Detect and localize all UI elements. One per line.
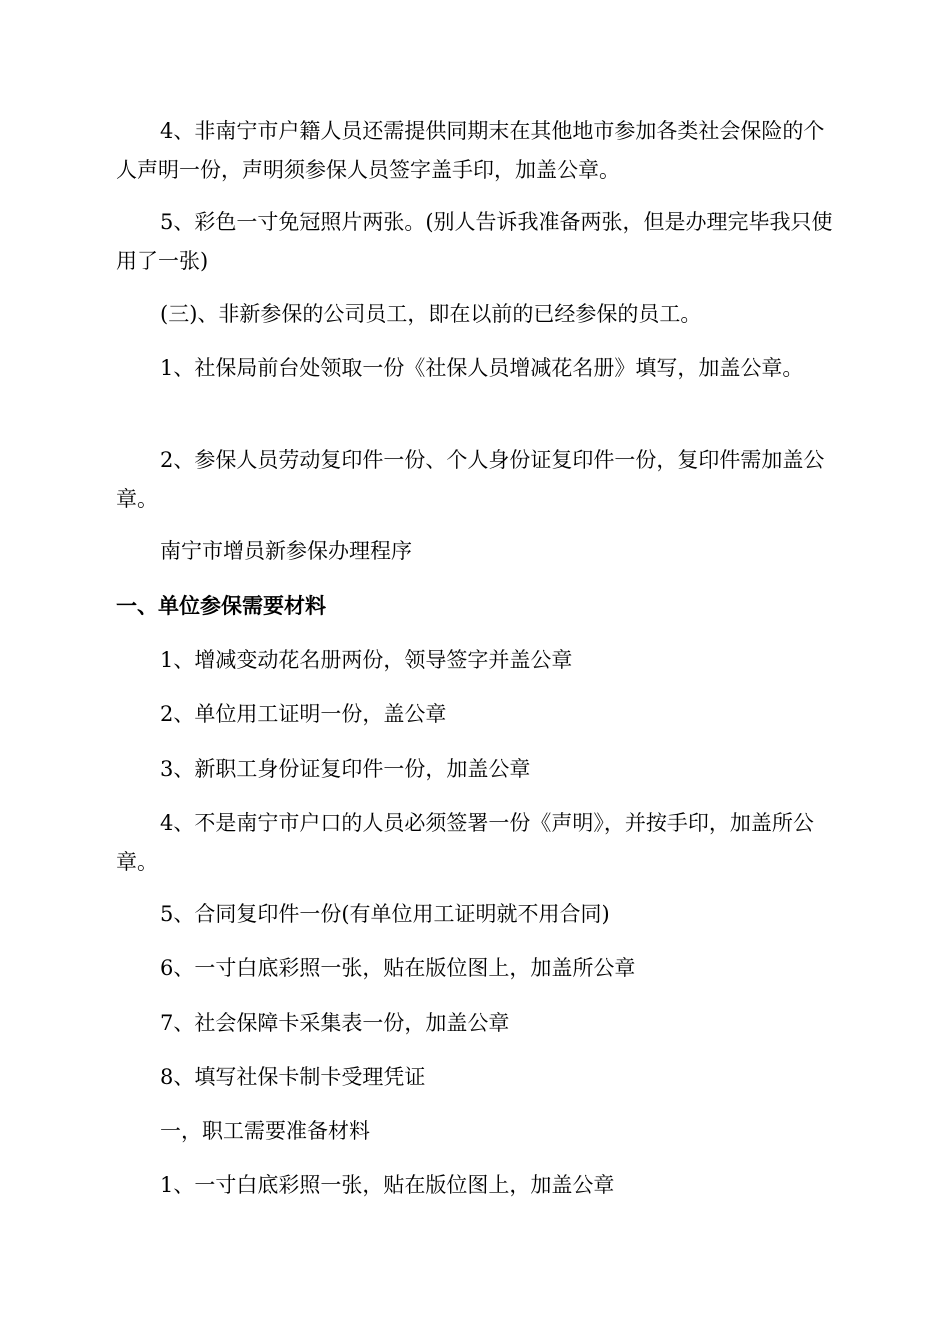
list-item-employment-proof: 2、单位用工证明一份，盖公章 (160, 702, 447, 726)
list-item-id-copy: 3、新职工身份证复印件一份，加盖公章 (160, 757, 531, 781)
list-item-declaration: 4、不是南宁市户口的人员必须签署一份《声明》，并按手印，加盖所公章。 (116, 811, 814, 874)
list-item-card-voucher: 8、填写社保卡制卡受理凭证 (160, 1065, 426, 1089)
list-item-employee-photo: 1、一寸白底彩照一张，贴在版位图上，加盖公章 (160, 1173, 615, 1197)
list-item-photo: 6、一寸白底彩照一张，贴在版位图上，加盖所公章 (160, 956, 636, 980)
paragraph-color-photo: 5、彩色一寸免冠照片两张。(别人告诉我准备两张，但是办理完毕我只使用了一张) (116, 210, 833, 273)
section-heading-unit-materials: 一、单位参保需要材料 (116, 594, 326, 618)
section-heading-employee-materials: 一，职工需要准备材料 (160, 1119, 370, 1143)
paragraph-section-three-heading: (三)、非新参保的公司员工，即在以前的已经参保的员工。 (160, 302, 702, 326)
paragraph-roster-form: 1、社保局前台处领取一份《社保人员增减花名册》填写，加盖公章。 (160, 356, 804, 380)
procedure-title: 南宁市增员新参保办理程序 (160, 539, 412, 563)
list-item-card-form: 7、社会保障卡采集表一份，加盖公章 (160, 1011, 510, 1035)
paragraph-copies-stamp: 2、参保人员劳动复印件一份、个人身份证复印件一份，复印件需加盖公章。 (116, 448, 825, 511)
list-item-contract-copy: 5、合同复印件一份(有单位用工证明就不用合同) (160, 902, 610, 926)
list-item-roster: 1、增减变动花名册两份，领导签字并盖公章 (160, 648, 573, 672)
paragraph-non-local-declaration: 4、非南宁市户籍人员还需提供同期末在其他地市参加各类社会保险的个人声明一份，声明须参保人员签字盖手印，加盖公章。 (116, 119, 825, 182)
